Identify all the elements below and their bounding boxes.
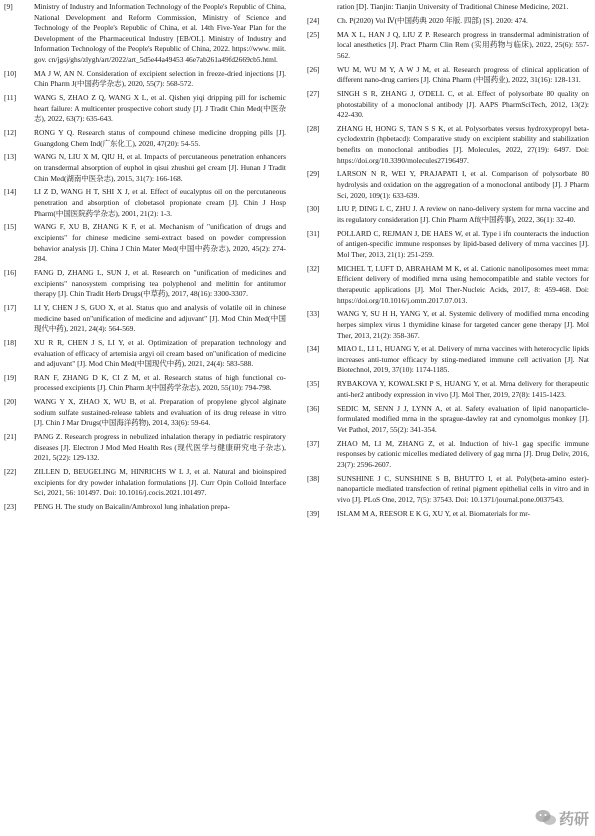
reference-entry [4, 69, 286, 90]
reference-text: ration [D]. Tianjin: Tianjin University of Traditional Chinese Medicine, 2021. [337, 2, 569, 11]
reference-text: PANG Z. Research progress in nebulized inhalation therapy in pediatric respiratory diseases [J]. Electron J Mod Med Health Res (现代医学与健康研究电子杂志), 2021, 5(22): 129-132. [34, 432, 286, 463]
reference-entry [4, 93, 286, 125]
reference-entry [4, 128, 286, 149]
reference-number: [12] [4, 128, 17, 138]
reference-entry [307, 509, 589, 520]
reference-entry [307, 124, 589, 166]
reference-number: [15] [4, 222, 17, 232]
reference-text: FANG D, ZHANG L, SUN J, et al. Research on "unification of medicines and excipients" nanosystem comprising tea polyphenol and melittin for antitumor therapy [J]. Chin Tradit Herb Drugs(中草药), 2017, 48(16): 3300-3307. [34, 267, 286, 299]
reference-entry [4, 268, 286, 300]
reference-number: [9] [4, 2, 13, 11]
reference-entry [4, 432, 286, 464]
reference-number: [33] [307, 309, 320, 319]
reference-text: SEDIC M, SENN J J, LYNN A, et al. Safety evaluation of lipid nanoparticle-formulated modified mrna in the sprague-dawley rat and cynomolgus monkey [J]. Vet Pathol, 2017, 55(2): 341-354. [337, 403, 589, 434]
reference-number: [36] [307, 403, 320, 413]
right-reference-column [307, 2, 589, 522]
reference-number: [30] [307, 204, 320, 214]
reference-entry [4, 373, 286, 394]
reference-entry [307, 204, 589, 225]
reference-text: Ch. P(2020) Vol Ⅳ(中国药典 2020 年版. 四部) [S]. 2020: 474. [337, 15, 528, 25]
watermark [505, 804, 589, 832]
reference-text: WANG Y, SU H H, YANG Y, et al. Systemic delivery of modified mrna encoding herpes simplex virus 1 thymidine kinase for targeted cancer gene therapy [J]. Mol Ther, 2013, 21(2): 358-367. [337, 309, 589, 340]
reference-entry [4, 303, 286, 335]
reference-text: SINGH S R, ZHANG J, O'DELL C, et al. Effect of polysorbate 80 quality on photostability of a monoclonal antibody [J]. AAPS PharmSciTech, 2012, 13(2): 422-430. [337, 88, 589, 120]
reference-text: LI Y, CHEN J S, GUO X, et al. Status quo and analysis of volatile oil in chinese medicine based on"unification of medicine and adjuvant" [J]. Mod Chin Med(中国现代中药), 2021, 24(4): 564-569. [34, 302, 286, 334]
reference-text: WANG Y X, ZHAO X, WU B, et al. Preparation of propylene glycol alginate sodium sulfate sustained-release tablets and evaluation of its drug release in vitro [J]. Chin J Mar Drugs(中国海洋药物), 2014, 33(6): 59-64. [34, 397, 286, 428]
reference-entry [307, 309, 589, 341]
reference-entry [307, 169, 589, 201]
reference-text: Ministry of Industry and Information Technology of the People's Republic of China, National Development and Reform Commission, Ministry of Science and Technology of the People's Republic of China, et al. 14th Five-Year Plan for the Development of the Pharmaceutical Industry [EB/OL]. Ministry of Industry and Information Technology of the People's Republic of China, 2022. https://www. miit. gov. cn/jgsj/ghs/zlygh/art/2022/art_5d5e44a49453 46e7ab261a49fd2669cb5.html. [34, 2, 286, 64]
reference-number: [13] [4, 152, 17, 162]
reference-text: ZHANG H, HONG S, TAN S S K, et al. Polysorbates versus hydroxypropyl beta-cyclodextrin (hpbetacd): Comparative study on excipient stability and stabilization benefits on monoclonal antibodies [J]. Molecules, 2022, 27(19): 6497. Doi: https://doi.org/10.3390/molecules27196497. [337, 123, 589, 165]
reference-number: [26] [307, 64, 320, 74]
reference-entry [4, 2, 286, 66]
reference-number: [22] [4, 467, 17, 477]
reference-number: [28] [307, 123, 320, 133]
reference-number: [35] [307, 379, 320, 389]
reference-entry [4, 467, 286, 499]
reference-entry [4, 152, 286, 184]
reference-entry [307, 344, 589, 376]
reference-entry [307, 89, 589, 121]
reference-number: [39] [307, 508, 320, 518]
reference-number: [38] [307, 473, 320, 483]
reference-number: [18] [4, 337, 17, 347]
reference-entry [4, 502, 286, 513]
reference-number: [24] [307, 15, 320, 25]
reference-text: LI Z D, WANG H T, SHI X J, et al. Effect of eucalyptus oil on the percutaneous penetration and absorption of clobetasol propionate cream [J]. Chin J Hosp Pharm(中国医院药学杂志), 2001, 21(2): 1-3. [34, 187, 286, 218]
reference-number: [20] [4, 397, 17, 407]
reference-number: [11] [4, 93, 17, 103]
reference-entry [4, 397, 286, 429]
reference-number: [19] [4, 372, 17, 382]
reference-entry [4, 187, 286, 219]
reference-number: [32] [307, 263, 320, 273]
reference-text: RONG Y Q. Research status of compound chinese medicine dropping pills [J]. Guangdong Chem Ind(广东化工), 2020, 47(20): 54-55. [34, 128, 286, 148]
reference-text: WANG F, XU B, ZHANG K F, et al. Mechanism of "unification of drugs and excipients" for chinese medicine semi-extract based on powder compression behavior analysis [J]. China J Chin Mater Med(中国中药杂志), 2020, 45(2): 274-284. [34, 222, 286, 264]
reference-entry [307, 16, 589, 27]
reference-entry [307, 229, 589, 261]
reference-text: LIU P, DING L C, ZHU J. A review on nano-delivery system for mrna vaccine and its regulatory consideration [J]. Chin Pharm Aff(中国药事), 2022, 36(1): 32-40. [337, 204, 589, 224]
reference-text: WANG S, ZHAO Z Q, WANG X L, et al. Qishen yiqi dripping pill for ischemic heart failure: A multicenter prospective cohort study [J]. J Tradit Chin Med(中医杂志), 2022, 63(7): 635-643. [34, 93, 286, 124]
reference-entry [307, 2, 589, 13]
reference-text: MICHEL T, LUFT D, ABRAHAM M K, et al. Cationic nanoliposomes meet mrna: Efficient delivery of modified mrna using hemocompatible and stable vectors for therapeutic applications [J]. Mol Ther-Nucleic Acids, 2017, 8: 459-468. Doi: https://doi.org/10.1016/j.omtn.2017.07.013. [337, 263, 589, 305]
reference-number: [16] [4, 267, 17, 277]
reference-text: PENG H. The study on Baicalin/Ambroxol lung inhalation prepa- [34, 502, 230, 512]
reference-entry [307, 474, 589, 506]
wechat-logo-icon [535, 809, 557, 827]
reference-text: MA X L, HAN J Q, LIU Z P. Research progress in transdermal administration of local anesthetics [J]. Pract Pharm Clin Rem (实用药物与临床), 2022, 25(6): 557-562. [337, 29, 589, 60]
reference-text: WANG N, LIU X M, QIU H, et al. Impacts of percutaneous penetration enhancers on transdermal absorption of euphol in qisui zhushui gel cream [J]. Hunan J Tradit Chin Med(湖南中医杂志), 2015, 31(7): 166-168. [34, 152, 286, 183]
reference-number: [27] [307, 88, 320, 98]
reference-entry [4, 338, 286, 370]
reference-text: MIAO L, LI L, HUANG Y, et al. Delivery of mrna vaccines with heterocyclic lipids increases anti-tumor efficacy by sting-mediated immune cell activation [J]. Nat Biotechnol, 2019, 37(10): 1174-1185. [337, 344, 589, 375]
reference-number: [29] [307, 169, 320, 179]
left-reference-column [4, 2, 286, 516]
reference-entry [4, 222, 286, 264]
reference-entry [307, 65, 589, 86]
reference-number: [17] [4, 302, 17, 312]
reference-entry [307, 264, 589, 306]
reference-number: [23] [4, 502, 17, 512]
reference-number: [21] [4, 432, 17, 442]
reference-entry [307, 404, 589, 436]
reference-text: POLLARD C, REJMAN J, DE HAES W, et al. Type i ifn counteracts the induction of antigen-specific immune responses by lipid-based delivery of mrna vaccines [J]. Mol Ther, 2013, 21(1): 251-259. [337, 228, 589, 259]
watermark-text: 药研 [558, 809, 589, 828]
reference-number: [31] [307, 228, 320, 238]
reference-number: [34] [307, 344, 320, 354]
reference-number: [14] [4, 187, 17, 197]
reference-text: RYBAKOVA Y, KOWALSKI P S, HUANG Y, et al. Mrna delivery for therapeutic anti-her2 antibody expression in vivo [J]. Mol Ther, 2019, 27(8): 1415-1423. [337, 379, 589, 399]
reference-text: ISLAM M A, REESOR E K G, XU Y, et al. Biomaterials for mr- [337, 508, 531, 518]
reference-number: [10] [4, 68, 17, 78]
reference-entry [307, 30, 589, 62]
reference-text: LARSON N R, WEI Y, PRAJAPATI I, et al. Comparison of polysorbate 80 hydrolysis and oxidation on the aggregation of a monoclonal antibody [J]. J Pharm Sci, 2020, 109(1): 633-639. [337, 169, 589, 200]
reference-text: ZILLEN D, BEUGELING M, HINRICHS W L J, et al. Natural and bioinspired excipients for dry powder inhalation formulations [J]. Curr Opin Colloid Interface Sci, 2021, 56: 101497. Doi: 10.1016/j.cocis.2021.101497. [34, 467, 286, 498]
reference-entry [307, 439, 589, 471]
reference-text: ZHAO M, LI M, ZHANG Z, et al. Induction of hiv-1 gag specific immune responses by cationic micelles mediated delivery of gag mrna [J]. Drug Deliv, 2016, 23(7): 2596-2607. [337, 438, 589, 469]
reference-number: [37] [307, 438, 320, 448]
reference-text: WU M, WU M Y, A W J M, et al. Research progress of clinical application of different nano-drug carriers [J]. China Pharm (中国药业), 2022, 31(16): 128-131. [337, 64, 589, 85]
reference-text: RAN F, ZHANG D K, CI Z M, et al. Research status of high functional co-processed excipients [J]. Chin Pharm J(中国药学杂志), 2020, 55(10): 794-798. [34, 372, 286, 393]
reference-entry [307, 379, 589, 400]
reference-text: XU R R, CHEN J S, LI Y, et al. Optimization of preparation technology and evaluation of efficacy of artemisia argyi oil cream based on"unification of medicine and adjuvant" [J]. Mod Chin Med(中国现代中药), 2021, 24(4): 583-588. [34, 337, 286, 369]
reference-number: [25] [307, 29, 320, 39]
reference-text: SUNSHINE J C, SUNSHINE S B, BHUTTO I, et al. Poly(beta-amino ester)-nanoparticle mediated transfection of retinal pigment epithelial cells in vitro and in vivo [J]. PLoS One, 2012, 7(5): 37543. Doi: 10.1371/journal.pone.0037543. [337, 473, 589, 504]
reference-text: MA J W, AN N. Consideration of excipient selection in freeze-dried injections [J]. Chin Pharm J(中国药学杂志), 2020, 55(7): 568-572. [34, 68, 286, 89]
